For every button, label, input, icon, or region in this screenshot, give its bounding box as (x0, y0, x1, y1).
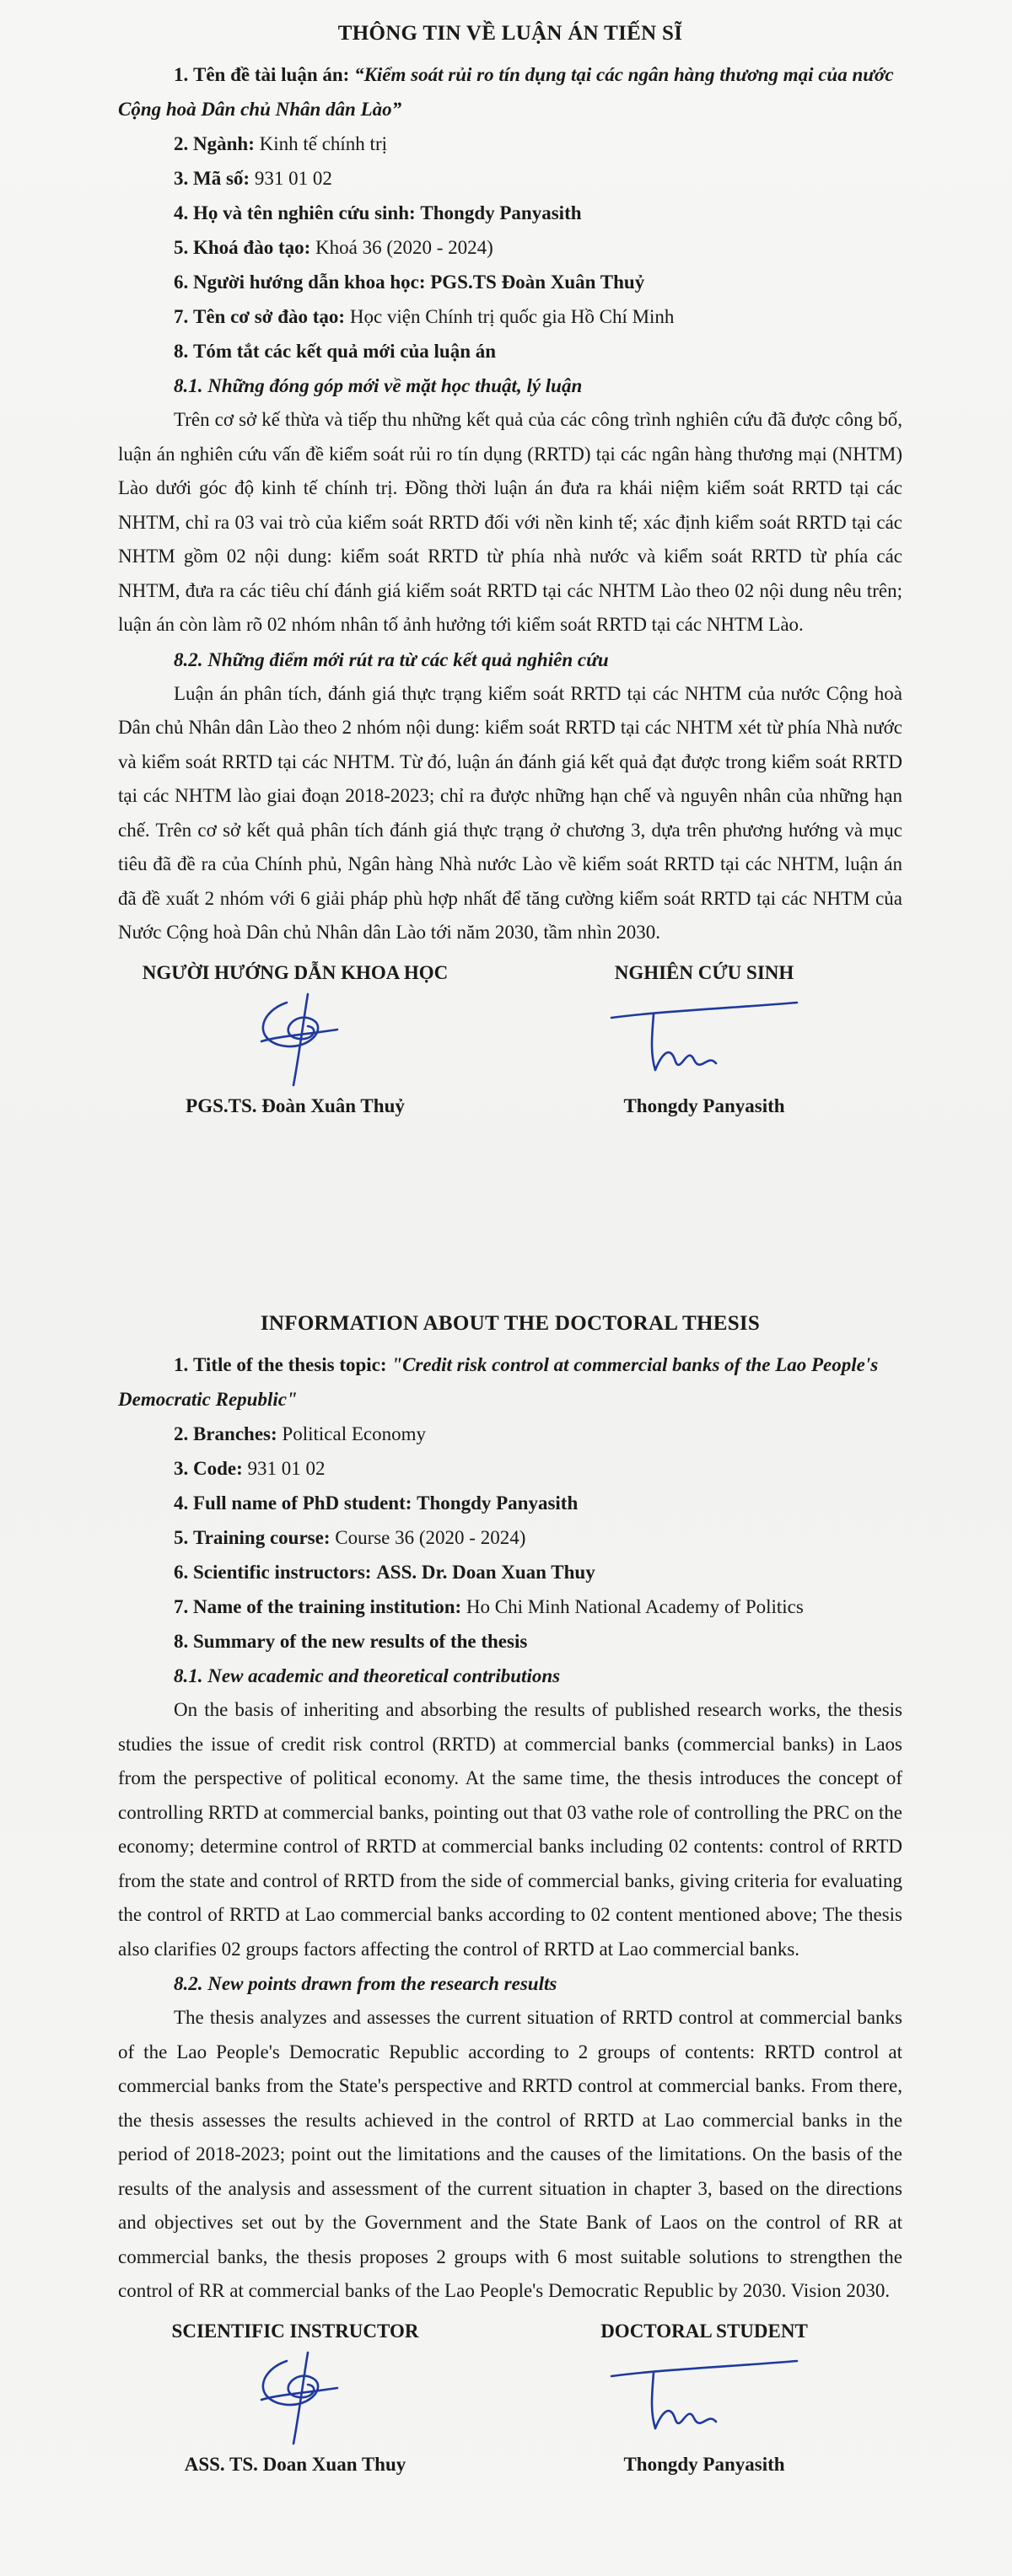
vi-paragraph-8-1: Trên cơ sở kế thừa và tiếp thu những kết quả của các công trình nghiên cứu đã được công bố, luận án nghiên cứu vấn đề kiểm soát rủi ro tín dụng (RRTD) tại các ngân hàng thương mại (NHTM) Lào dưới góc độ kinh tế chính trị. Đồng thời luận án đưa ra khái niệm kiểm soát RRTD tại các NHTM, chỉ ra 03 vai trò của kiểm soát RRTD đối với nền kinh tế; xác định kiểm soát RRTD tại các NHTM gồm 02 nội dung: kiểm soát RRTD từ phía nhà nước và kiểm soát RRTD từ phía các NHTM, đưa ra các tiêu chí đánh giá kiểm soát RRTD tại các NHTM Lào theo 02 nội dung nêu trên; luận án còn làm rõ 02 nhóm nhân tố ảnh hưởng tới kiểm soát RRTD tại các NHTM Lào. (118, 409, 902, 635)
vi-item-2 (118, 126, 902, 161)
vi-item-7-value: Học viện Chính trị quốc gia Hồ Chí Minh (349, 306, 675, 327)
vi-subheading-8-2: 8.2. Những điểm mới rút ra từ các kết quả nghiên cứu (174, 648, 609, 670)
vi-item-8-label: Tóm tắt các kết quả mới của luận án (193, 341, 497, 362)
vi-item-2-label: Ngành: (193, 133, 255, 154)
vi-signature-student (527, 960, 881, 1116)
vi-advisor-name: PGS.TS. Đoàn Xuân Thuỷ (186, 1094, 405, 1116)
en-instructor-name: ASS. TS. Doan Xuan Thuy (184, 2453, 406, 2475)
en-item-6-value: ASS. Dr. Doan Xuan Thuy (376, 1562, 595, 1583)
en-item-4-num: 4. (174, 1492, 189, 1514)
vi-item-3-label: Mã số: (193, 168, 250, 189)
en-item-1-value: "Credit risk control at commercial banks of the Lao People's Democratic Republic" (118, 1354, 879, 1410)
en-paragraph-8-1: On the basis of inheriting and absorbing the results of published research works, the thesis studies the issue of credit risk control (RRTD) at commercial banks (commercial banks) in Laos from the perspective of political economy. At the same time, the thesis introduces the concept of controlling RRTD at commercial banks, pointing out that 03 vathe role of controlling the PRC on the economy; determine control of RRTD at commercial banks including 02 contents: control of RRTD from the state and control of RRTD from the side of commercial banks, giving criteria for evaluating the control of RRTD at Lao commercial banks according to 02 content mentioned above; The thesis also clarifies 02 groups factors affecting the control of RRTD at Lao commercial banks. (118, 1699, 902, 1960)
en-item-3-num: 3. (174, 1458, 189, 1479)
vi-item-2-value: Kinh tế chính trị (259, 133, 387, 154)
en-item-5-label: Training course: (193, 1527, 331, 1548)
vi-item-3 (118, 161, 902, 196)
vi-student-name: Thongdy Panyasith (623, 1094, 785, 1116)
vi-student-heading: NGHIÊN CỨU SINH (614, 961, 794, 983)
vi-item-7 (118, 299, 902, 334)
en-signature-block (118, 2319, 902, 2504)
doctoral-student-signature-image (527, 2344, 881, 2452)
en-instructor-heading: SCIENTIFIC INSTRUCTOR (171, 2320, 419, 2342)
en-student-name: Thongdy Panyasith (623, 2453, 785, 2475)
en-item-7-num: 7. (174, 1596, 189, 1617)
en-signature-student (527, 2319, 881, 2475)
vi-item-7-label: Tên cơ sở đào tạo: (193, 306, 346, 327)
en-item-2-label: Branches: (193, 1423, 277, 1444)
vi-item-1-num: 1. (174, 64, 189, 85)
vi-item-5-num: 5. (174, 237, 189, 258)
vi-item-4 (118, 196, 902, 230)
en-item-8-num: 8. (174, 1631, 189, 1652)
vi-item-3-num: 3. (174, 168, 189, 189)
en-item-1-label: Title of the thesis topic: (193, 1354, 387, 1375)
en-item-7-label: Name of the training institution: (193, 1596, 462, 1617)
advisor-signature-image (118, 986, 472, 1094)
en-item-2-value: Political Economy (282, 1423, 426, 1444)
vi-title: THÔNG TIN VỀ LUẬN ÁN TIẾN SĨ (337, 22, 683, 45)
vi-item-6-value: PGS.TS Đoàn Xuân Thuỷ (430, 272, 645, 293)
en-item-5-value: Course 36 (2020 - 2024) (335, 1527, 526, 1548)
en-item-7 (118, 1589, 902, 1624)
vi-item-8 (118, 334, 902, 368)
vi-item-6-num: 6. (174, 272, 189, 293)
en-item-3 (118, 1451, 902, 1486)
vietnamese-section (118, 22, 902, 1146)
vi-item-2-num: 2. (174, 133, 189, 154)
en-paragraph-8-2: The thesis analyzes and assesses the current situation of RRTD control at commercial banks of the Lao People's Democratic Republic according to 2 groups of contents: RRTD control at commercial banks from the State's perspective and RRTD control at commercial banks. From there, the thesis assesses the results achieved in the control of RRTD at Lao commercial banks in the period of 2018-2023; point out the limitations and the causes of the limitations. On the basis of the results of the analysis and assessment of the current situation in chapter 3, based on the directions and objectives set out by the Government and the State Bank of Laos on the control of RR at commercial banks, the thesis proposes 2 groups with 6 most suitable solutions to strengthen the control of RR at commercial banks of the Lao People's Democratic Republic by 2030. Vision 2030. (118, 2007, 902, 2301)
en-item-6-num: 6. (174, 1562, 189, 1583)
en-subheading-8-2: 8.2. New points drawn from the research results (174, 1973, 557, 1994)
en-item-8 (118, 1624, 902, 1659)
en-item-3-label: Code: (193, 1458, 243, 1479)
en-item-5 (118, 1520, 902, 1555)
en-item-4 (118, 1486, 902, 1520)
en-student-heading: DOCTORAL STUDENT (600, 2320, 808, 2342)
en-signature-instructor (118, 2319, 472, 2475)
en-item-5-num: 5. (174, 1527, 189, 1548)
vi-item-6-label: Người hướng dẫn khoa học: (193, 272, 426, 293)
en-item-2 (118, 1417, 902, 1451)
en-item-4-label: Full name of PhD student: (193, 1492, 412, 1514)
student-signature-image (527, 986, 881, 1094)
vi-signature-block (118, 960, 902, 1146)
vi-item-5-value: Khoá 36 (2020 - 2024) (315, 237, 493, 258)
vi-signature-advisor (118, 960, 472, 1116)
en-item-1-num: 1. (174, 1354, 189, 1375)
vi-item-5-label: Khoá đào tạo: (193, 237, 311, 258)
vi-item-7-num: 7. (174, 306, 189, 327)
en-subheading-8-1: 8.1. New academic and theoretical contributions (174, 1665, 561, 1686)
vi-advisor-heading: NGƯỜI HƯỚNG DẪN KHOA HỌC (142, 961, 449, 983)
en-item-8-label: Summary of the new results of the thesis (193, 1631, 528, 1652)
vi-item-1 (118, 57, 902, 126)
instructor-signature-image (118, 2344, 472, 2452)
vi-item-3-value: 931 01 02 (254, 168, 332, 189)
en-item-3-value: 931 01 02 (247, 1458, 326, 1479)
vi-item-5 (118, 230, 902, 265)
vi-paragraph-8-2: Luận án phân tích, đánh giá thực trạng kiểm soát RRTD tại các NHTM của nước Cộng hoà Dân chủ Nhân dân Lào theo 2 nhóm nội dung: kiểm soát RRTD tại các NHTM xét từ phía Nhà nước và kiểm soát RRTD tại các NHTM. Từ đó, luận án đánh giá kết quả đạt được trong kiểm soát RRTD tại các NHTM lào giai đoạn 2018-2023; chỉ ra được những hạn chế và nguyên nhân của những hạn chế. Trên cơ sở kết quả phân tích đánh giá thực trạng ở chương 3, dựa trên phương hướng và mục tiêu đã đề ra của Chính phủ, Ngân hàng Nhà nước Lào về kiểm soát RRTD tại các NHTM, luận án đã đề xuất 2 nhóm với 6 giải pháp phù hợp nhất để tăng cường kiểm soát RRTD tại các NHTM của Nước Cộng hoà Dân chủ Nhân dân Lào tới năm 2030, tầm nhìn 2030. (118, 682, 902, 943)
vi-item-1-label: Tên đề tài luận án: (193, 64, 350, 85)
vi-item-4-label: Họ và tên nghiên cứu sinh: (193, 202, 416, 223)
en-title: INFORMATION ABOUT THE DOCTORAL THESIS (260, 1312, 761, 1335)
en-item-2-num: 2. (174, 1423, 189, 1444)
vi-item-8-num: 8. (174, 341, 189, 362)
vi-subheading-8-1: 8.1. Những đóng góp mới về mặt học thuật, lý luận (174, 375, 583, 396)
vi-item-6 (118, 265, 902, 299)
en-item-1 (118, 1347, 902, 1417)
vi-item-4-value: Thongdy Panyasith (420, 202, 582, 223)
vi-item-4-num: 4. (174, 202, 189, 223)
en-item-7-value: Ho Chi Minh National Academy of Politics (466, 1596, 804, 1617)
en-item-6-label: Scientific instructors: (193, 1562, 372, 1583)
vi-item-1-value: “Kiểm soát rủi ro tín dụng tại các ngân hàng thương mại của nước Cộng hoà Dân chủ Nhân dân Lào” (118, 64, 894, 120)
en-item-4-value: Thongdy Panyasith (417, 1492, 579, 1514)
english-section (118, 1312, 902, 2504)
en-item-6 (118, 1555, 902, 1589)
